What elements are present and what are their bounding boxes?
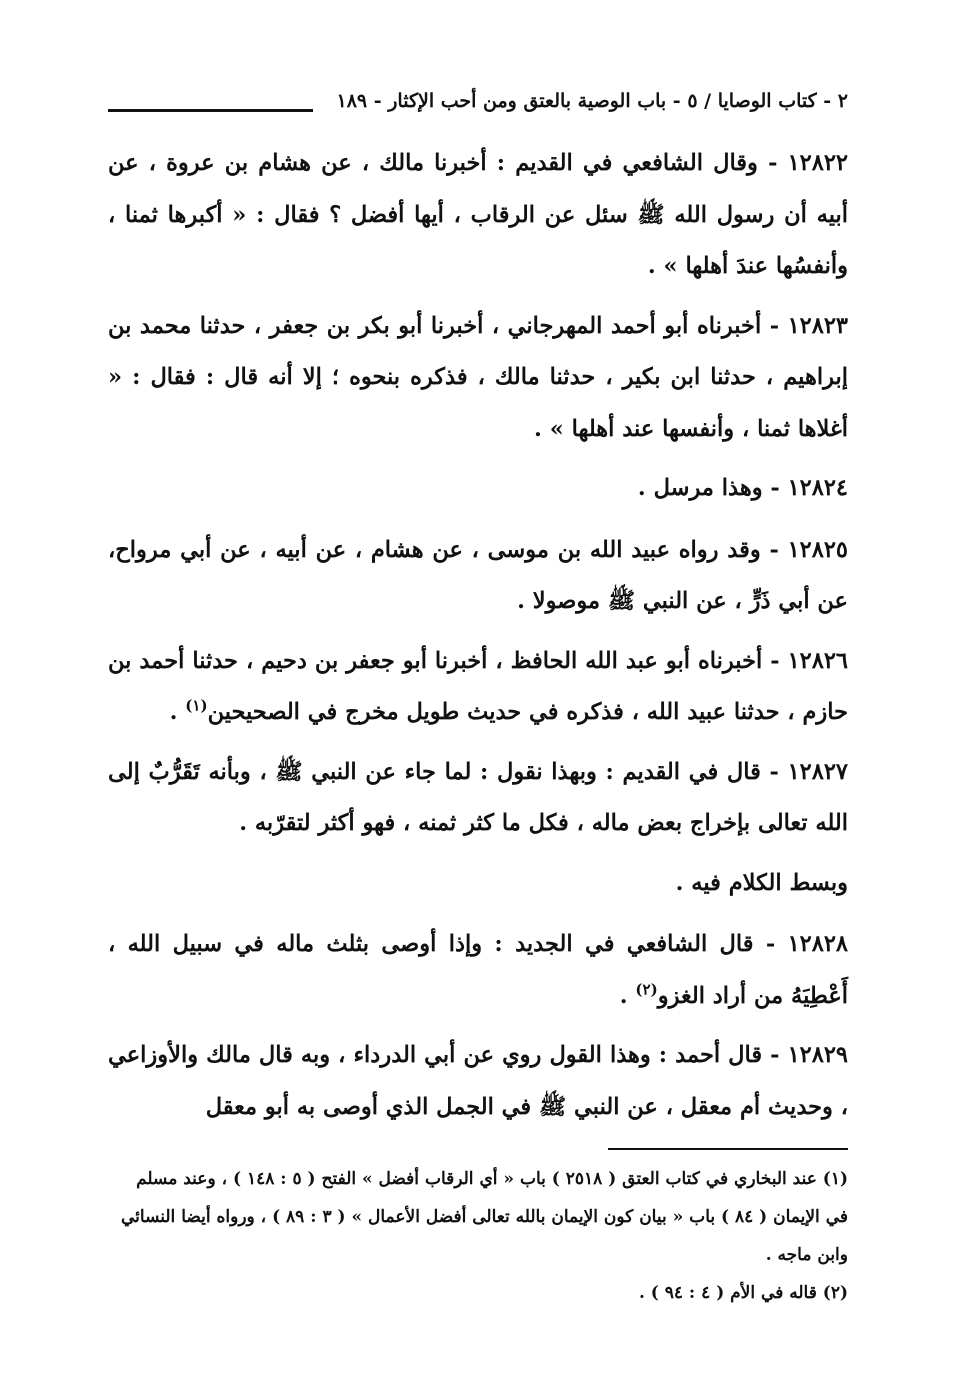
hadith-paragraph: [108, 525, 848, 628]
hadith-text: - وهذا مرسل .: [637, 475, 788, 501]
hadith-text-tail: .: [169, 699, 186, 725]
hadith-number: ١٢٨٢٧: [787, 758, 848, 785]
hadith-paragraph: [108, 747, 848, 850]
footnote-ref: (٢): [635, 980, 658, 998]
hadith-number: ١٢٨٢٤: [787, 475, 848, 501]
hadith-text: - قال أحمد : وهذا القول روي عن أبي الدرداء ، وبه قال مالك والأوزاعي ، وحديث أم معقل ، عن النبي ﷺ في الجمل الذي أوصى به أبو معقل: [108, 1042, 848, 1120]
hadith-number: ١٢٨٢٦: [787, 647, 848, 674]
hadith-text: - وقال الشافعي في القديم : أخبرنا مالك ، عن هشام بن عروة ، عن أبيه أن رسول الله ﷺ سئل عن الرقاب ، أيها أفضل ؟ فقال : « أكبرها ثمنا ، وأنفسُها عندَ أهلها » .: [108, 150, 848, 279]
hadith-text: - قال في القديم : وبهذا نقول : لما جاء عن النبي ﷺ ، وبأنه تَقَرُّبٌ إلى الله تعالى بإخراج بعض ماله ، فكل ما كثر ثمنه ، فهو أكثر لتقرّبه .: [108, 758, 848, 836]
footnotes: [108, 1160, 848, 1312]
footnote: (١) عند البخاري في كتاب العتق ( ٢٥١٨ ) باب « أي الرقاب أفضل » الفتح ( ٥ : ١٤٨ ) ، وعند مسلم في الإيمان ( ٨٤ ) باب « بيان كون الإيمان بالله تعالى أفضل الأعمال » ( ٣ : ٨٩ ) ، ورواه أيضا النسائي وابن ماجه .: [121, 1169, 848, 1265]
hadith-paragraph: [108, 301, 848, 456]
footnote-ref: (١): [185, 696, 208, 715]
main-text: [108, 138, 848, 1141]
hadith-paragraph: [108, 463, 848, 515]
header-title: ۲ - كتاب الوصايا / ٥ - باب الوصية بالعتق ومن أحب الإكثار - ۱۸۹: [336, 90, 848, 112]
hadith-number: ١٢٨٢٩: [787, 1042, 848, 1068]
hadith-text: وبسط الكلام فيه .: [675, 869, 848, 896]
hadith-text: - أخبرناه أبو عبد الله الحافظ ، أخبرنا أبو جعفر بن دحيم ، حدثنا أحمد بن حازم ، حدثنا عبيد الله ، فذكره في حديث طويل مخرج في الصحيحين: [108, 647, 848, 725]
hadith-paragraph: [108, 1030, 848, 1133]
hadith-number: ١٢٨٢٥: [787, 536, 848, 563]
hadith-text: - قال الشافعي في الجديد : وإذا أوصى بثلث ماله في سبيل الله ، أَعْطِيَهُ من أراد الغزو: [108, 931, 848, 1009]
footnote: (٢) قاله في الأم ( ٤ : ٩٤ ) .: [638, 1283, 848, 1303]
hadith-text-tail: .: [619, 982, 636, 1009]
hadith-number: ١٢٨٢٢: [787, 150, 848, 176]
header-rule: [108, 109, 313, 112]
footnote-separator: [608, 1148, 848, 1150]
hadith-text: - وقد رواه عبيد الله بن موسى ، عن هشام ، عن أبيه ، عن أبي مرواح، عن أبي ذَرٍّ ، عن النبي ﷺ موصولا .: [108, 536, 848, 614]
hadith-number: ١٢٨٢٣: [787, 312, 848, 339]
hadith-number: ١٢٨٢٨: [787, 931, 848, 957]
hadith-paragraph: [108, 138, 848, 293]
hadith-paragraph: [108, 919, 848, 1022]
running-header: [108, 82, 848, 120]
note-paragraph: [108, 858, 848, 910]
hadith-text: - أخبرناه أبو أحمد المهرجاني ، أخبرنا أبو بكر بن جعفر ، حدثنا محمد بن إبراهيم ، حدثنا ابن بكير ، حدثنا مالك ، فذكره بنحوه ؛ إلا أنه قال : فقال : « أغلاها ثمنا ، وأنفسها عند أهلها » .: [108, 312, 848, 442]
hadith-paragraph: [108, 636, 848, 739]
